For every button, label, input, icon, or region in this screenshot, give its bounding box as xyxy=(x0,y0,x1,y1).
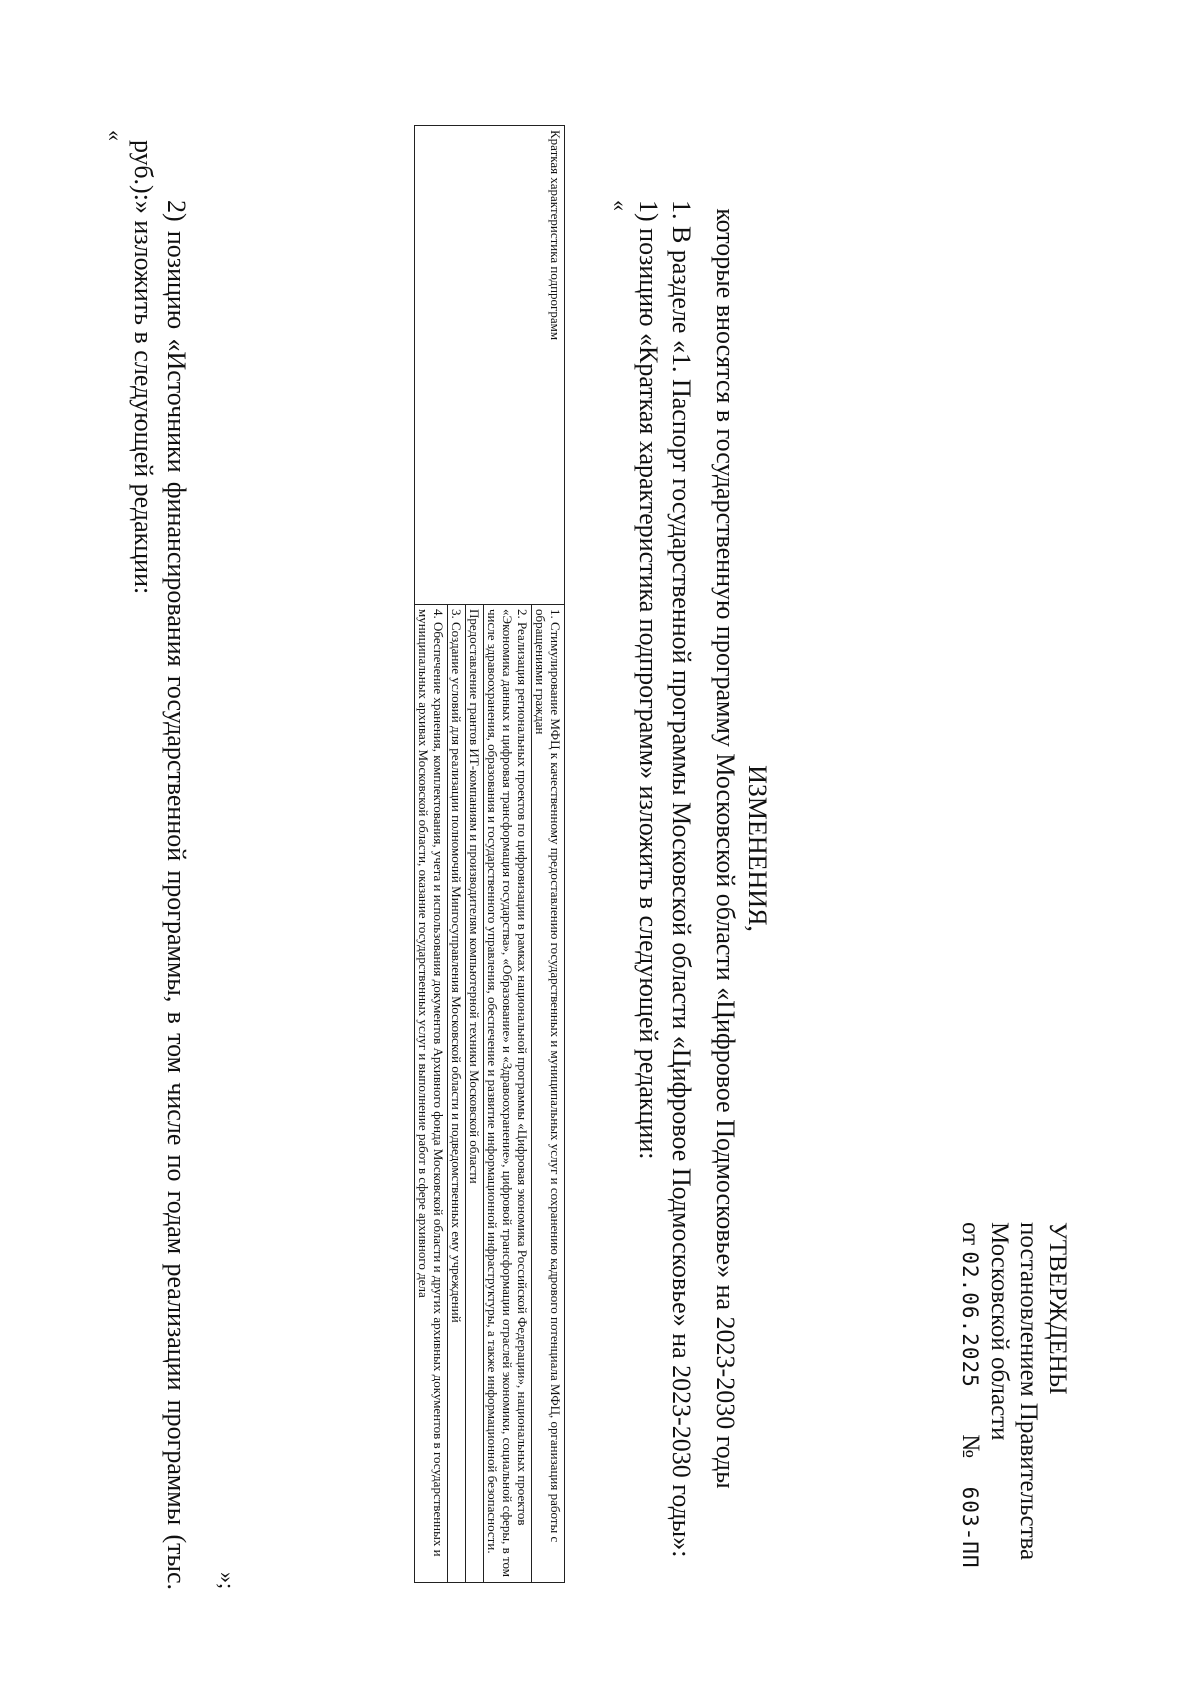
table-row xyxy=(532,126,565,1583)
item-2-text: 2) позицию «Источники финансирования государственной программы, в том числе по годам реализации программы (тыс. руб.):» изложить в следующей редакции: xyxy=(129,140,191,1590)
document-subtitle: которые вносятся в государственную программу Московской области «Цифровое Подмосковье» на 2023-2030 годы xyxy=(711,208,740,1489)
approval-number: 603-ПП xyxy=(958,1486,982,1569)
table-cell: 1. Стимулирование МФЦ к качественному предоставлению государственных и муниципальных услуг и сохранению кадрового потенциала МФЦ, организация работы с обращениями граждан xyxy=(532,605,565,1583)
item-2-paragraph xyxy=(127,140,193,1590)
section-1-paragraph xyxy=(608,140,698,1590)
table-cell: 4. Обеспечение хранения, комплектования, учета и использования документов Архивного фонда Московской области и других архивных документов в государственных и муниципальных архивах Московской области, оказание государственных услуг и выполнение работ в сфере архивного дела xyxy=(415,605,448,1583)
approval-date-prefix: от xyxy=(957,1222,984,1246)
section-1-item-1: 1) позицию «Краткая характеристика подпрограмм» изложить в следующей редакции: xyxy=(634,200,663,1160)
table-label-cell: Краткая характеристика подпрограмм xyxy=(415,126,565,605)
approval-line-2: Московской области xyxy=(986,1222,1013,1441)
table-cell: Предоставление грантов ИТ-компаниям и производителям компьютерной техники Московской области xyxy=(466,605,484,1583)
approval-number-sign: № xyxy=(957,1434,984,1459)
table-cell: 3. Создание условий для реализации полномочий Мингосуправления Московской области и подведомственных ему учреждений xyxy=(448,605,466,1583)
approval-line-1: постановлением Правительства xyxy=(1015,1222,1042,1561)
document-title: ИЗМЕНЕНИЯ, xyxy=(743,765,772,932)
subprograms-table xyxy=(414,125,565,1583)
table-cell: 2. Реализация региональных проектов по цифровизации в рамках национальной программы «Цифровая экономика Российской Федерации», национальных проектов «Экономика данных и цифровая трансформация государства», «Образование» и «Здравоохранение», цифровой трансформации отраслей экономики, социальной сферы, в том числе здравоохранения, образования и государственного управления, обеспечение и развитие информационной инфраструктуры, а также информационной безопасности. xyxy=(484,605,532,1583)
open-quote-2: « xyxy=(103,130,128,141)
open-quote-1: « xyxy=(608,200,633,211)
approval-block xyxy=(955,1222,1072,1569)
approval-date: 02.06.2025 xyxy=(958,1251,982,1388)
close-quote-1: »; xyxy=(215,1572,240,1590)
section-1-text: 1. В разделе «1. Паспорт государственной программы Московской области «Цифровое Подмосковье» на 2023-2030 годы»: xyxy=(667,200,696,1558)
approval-date-line xyxy=(955,1222,985,1569)
approval-title: УТВЕРЖДЕНЫ xyxy=(1044,1222,1071,1395)
